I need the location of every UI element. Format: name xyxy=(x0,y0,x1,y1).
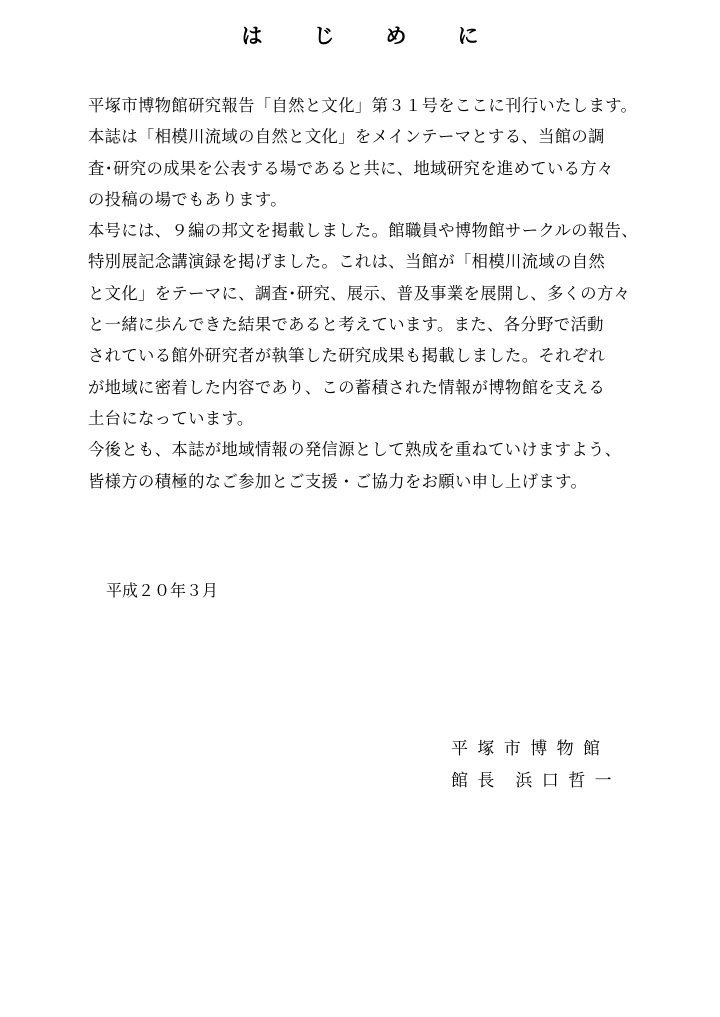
body-line: の投稿の場でもあります。 xyxy=(88,189,287,209)
body-line: 特別展記念講演録を掲げました。これは、当館が「相模川流域の自然 xyxy=(88,252,606,272)
body-line: 本号には、９編の邦文を掲載しました。館職員や博物館サークルの報告、 xyxy=(88,221,638,241)
body-line: 今後とも、本誌が地域情報の発信源として熟成を重ねていけますよう、 xyxy=(88,440,622,460)
body-line: 皆様方の積極的なご参加とご支援・ご協力をお願い申し上げます。 xyxy=(88,471,588,491)
body-line: と文化」をテーマに、調査･研究、展示、普及事業を展開し、多くの方々 xyxy=(88,283,631,303)
signature-block xyxy=(451,733,614,797)
body-line: 平塚市博物館研究報告「自然と文化」第３１号をここに刊行いたします。 xyxy=(88,96,638,115)
body-line: が地域に密着した内容であり、この蓄積された情報が博物館を支える xyxy=(88,377,606,397)
body-line: されている館外研究者が執筆した研究成果も掲載しました。それぞれ xyxy=(88,346,606,366)
organization-name: 平 塚 市 博 物 館 xyxy=(451,739,603,759)
page-title: は じ め に xyxy=(241,24,494,48)
body-line: 本誌は「相模川流域の自然と文化」をメインテーマとする、当館の調 xyxy=(88,127,605,147)
body-text xyxy=(88,90,648,497)
body-line: 土台になっています。 xyxy=(88,408,254,428)
director-name: 館 長 浜 口 哲 一 xyxy=(451,771,614,791)
body-line: 査･研究の成果を公表する場であると共に、地域研究を進めている方々 xyxy=(88,158,614,178)
body-line: と一緒に歩んできた結果であると考えています。また、各分野で活動 xyxy=(88,315,604,335)
publication-date: 平成２０年３月 xyxy=(106,581,219,600)
